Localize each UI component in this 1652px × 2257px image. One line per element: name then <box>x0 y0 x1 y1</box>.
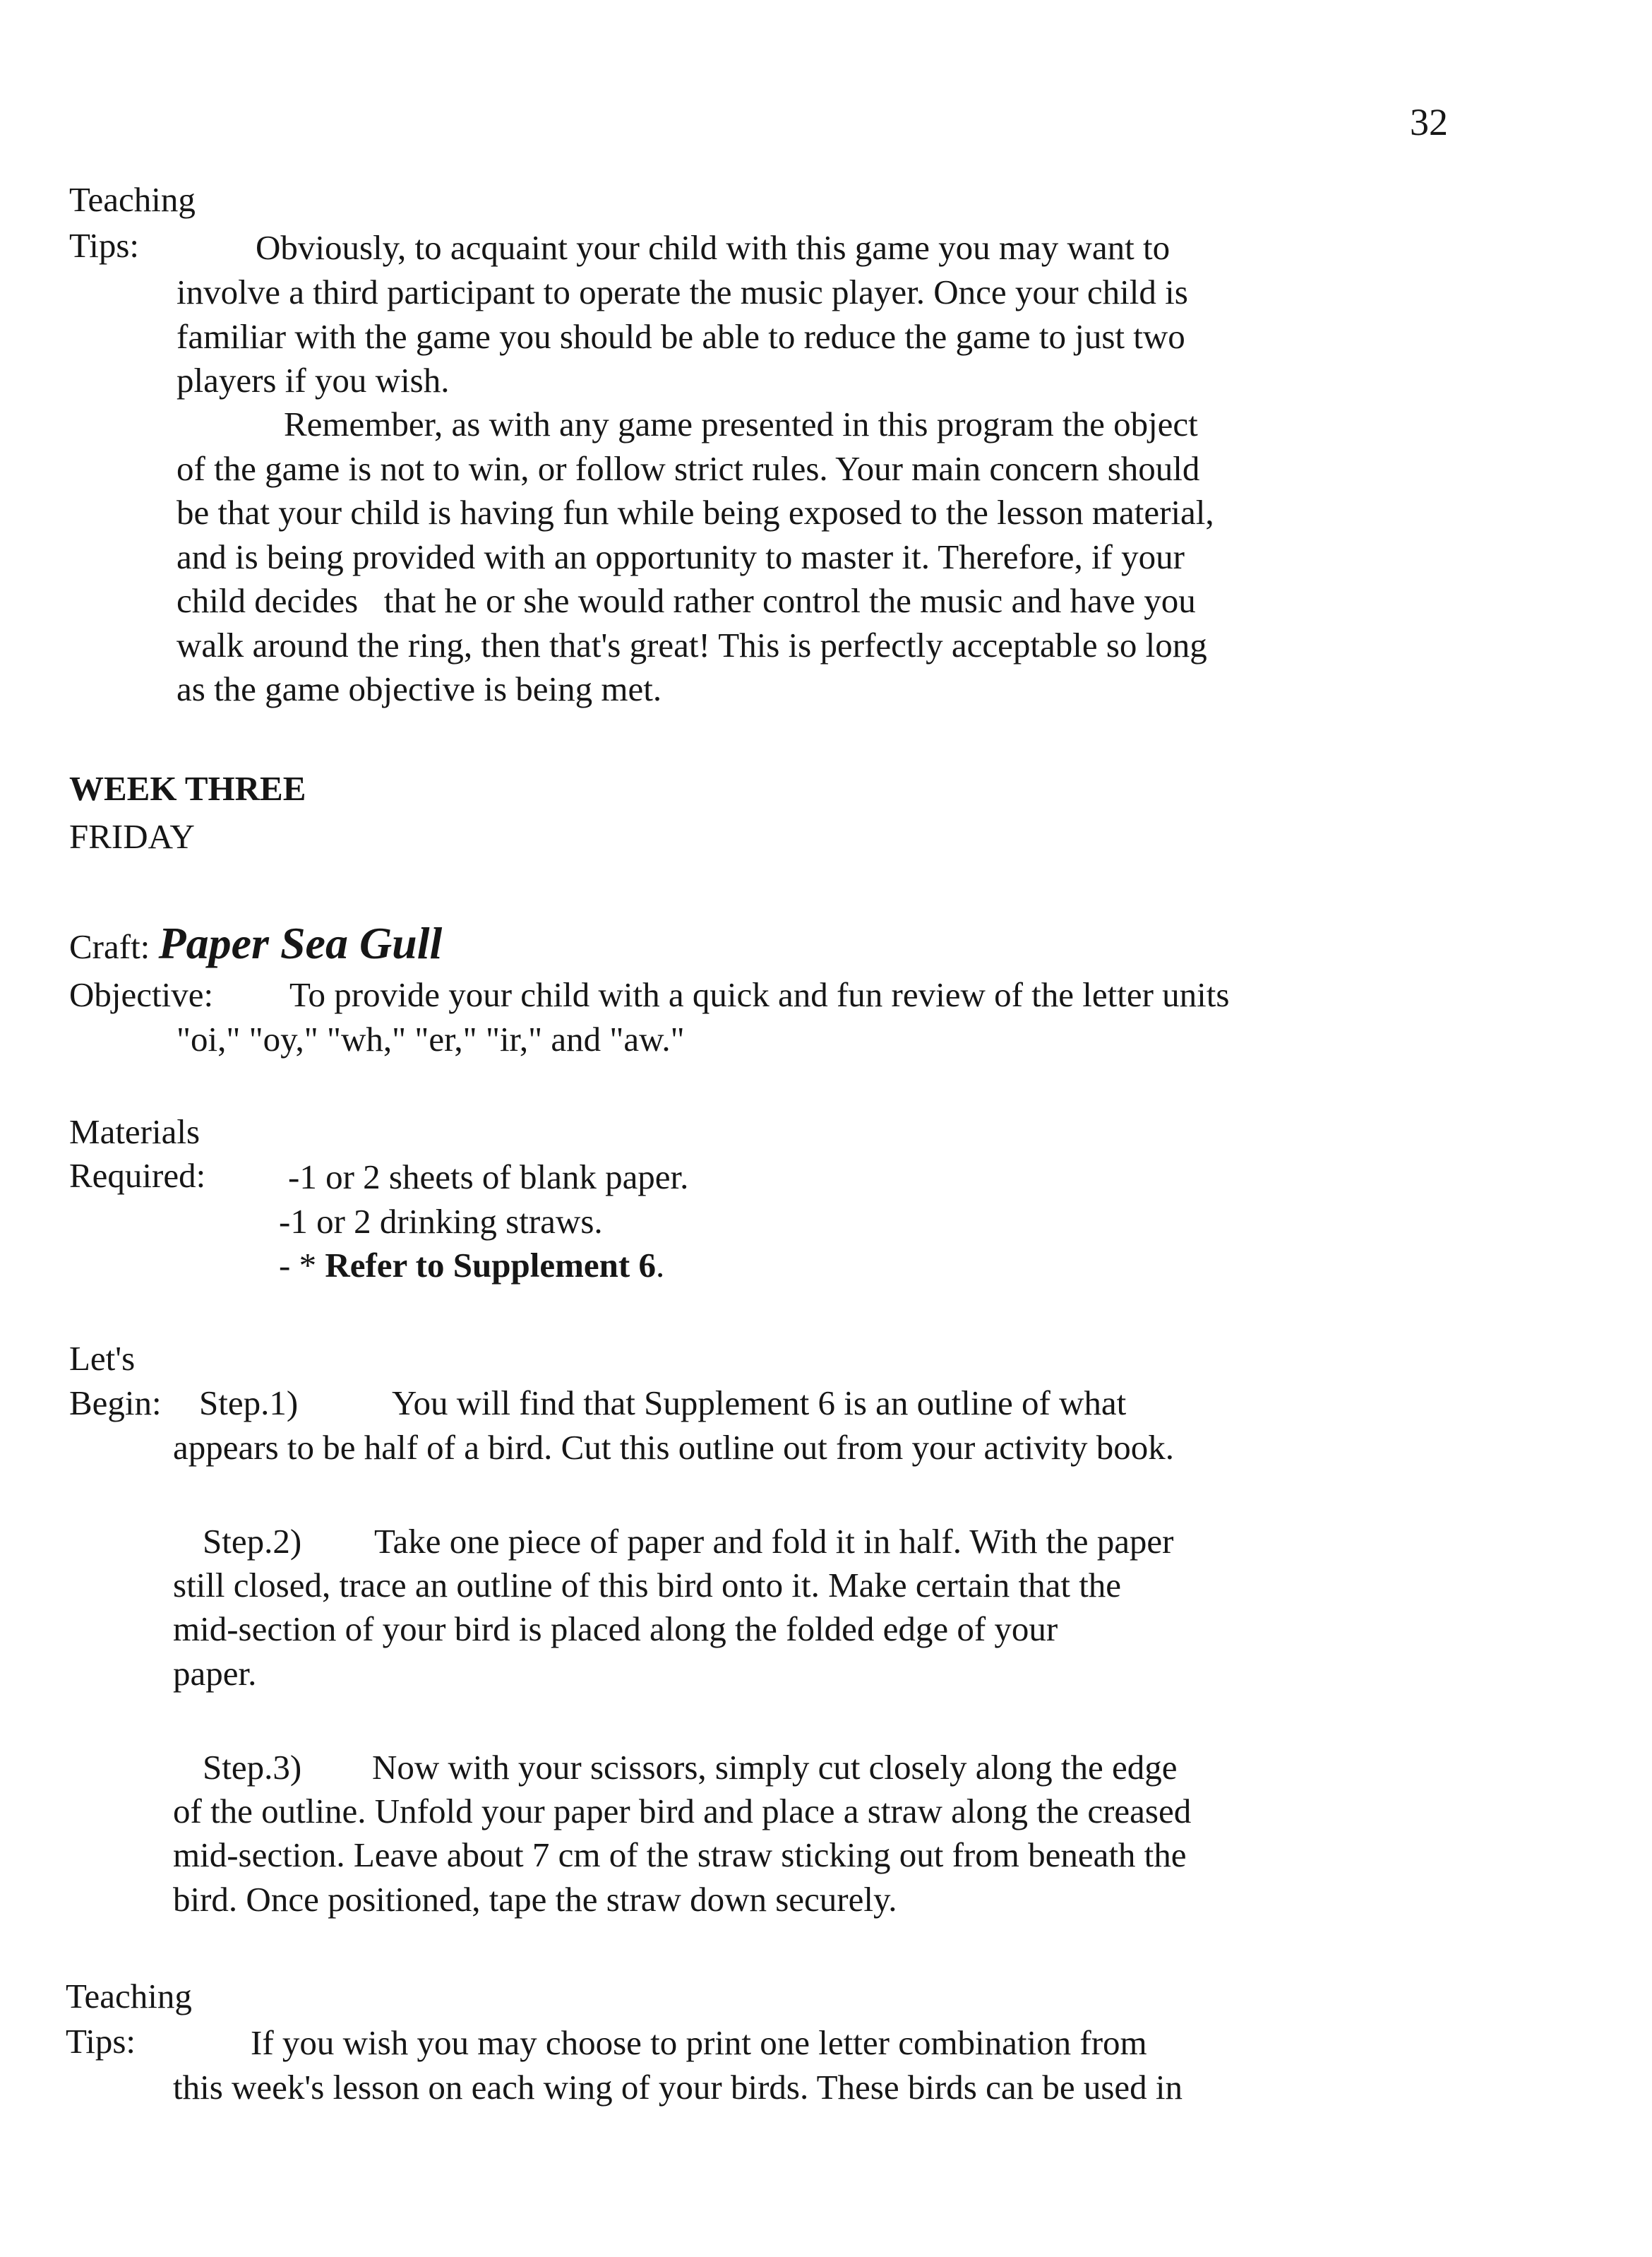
teaching-tips-label: Tips: <box>69 226 140 265</box>
objective-line: To provide your child with a quick and fun review of the letter units <box>289 975 1230 1014</box>
teaching-tips-line: walk around the ring, then that's great! This is perfectly acceptable so long <box>176 626 1207 665</box>
step-line: of the outline. Unfold your paper bird and place a straw along the creased <box>173 1792 1192 1830</box>
page-number: 32 <box>1410 101 1448 143</box>
materials-item: -1 or 2 drinking straws. <box>279 1202 603 1241</box>
teaching-tips-label: Teaching <box>69 180 196 219</box>
teaching-tips-line: child decides that he or she would rather control the music and have you <box>176 581 1196 620</box>
teaching-tips-line: Obviously, to acquaint your child with this game you may want to <box>256 228 1171 267</box>
craft-title: Paper Sea Gull <box>158 918 443 968</box>
materials-label: Required: <box>69 1156 206 1195</box>
day-heading: FRIDAY <box>69 817 195 856</box>
step-line: appears to be half of a bird. Cut this outline out from your activity book. <box>173 1428 1174 1467</box>
step-line: paper. <box>173 1654 257 1693</box>
materials-label: Materials <box>69 1112 200 1151</box>
teaching-tips-line: familiar with the game you should be able to reduce the game to just two <box>176 317 1185 356</box>
lets-begin-label: Begin: <box>69 1383 162 1422</box>
materials-item: -1 or 2 sheets of blank paper. <box>288 1157 689 1196</box>
step-line: mid-section. Leave about 7 cm of the straw sticking out from beneath the <box>173 1835 1187 1874</box>
step-line: still closed, trace an outline of this bird onto it. Make certain that the <box>173 1566 1122 1604</box>
lets-begin-label: Let's <box>69 1339 136 1378</box>
teaching-tips-line: and is being provided with an opportunity to master it. Therefore, if your <box>176 537 1185 576</box>
teaching-tips-line: be that your child is having fun while being exposed to the lesson material, <box>176 493 1214 532</box>
teaching-tips-line: of the game is not to win, or follow strict rules. Your main concern should <box>176 449 1200 488</box>
teaching-tips-line: Remember, as with any game presented in this program the object <box>284 405 1198 443</box>
materials-note: - * Refer to Supplement 6. <box>279 1246 665 1285</box>
craft-label: Craft: <box>69 927 150 966</box>
step-label: Step.3) <box>203 1748 302 1787</box>
objective-line: "oi," "oy," "wh," "er," "ir," and "aw." <box>176 1020 685 1059</box>
step-label: Step.2) <box>203 1522 302 1561</box>
teaching-tips-line: players if you wish. <box>176 361 450 400</box>
craft-row <box>69 918 443 968</box>
teaching-tips-line: involve a third participant to operate the music player. Once your child is <box>176 273 1188 311</box>
step-line: You will find that Supplement 6 is an outline of what <box>392 1383 1127 1422</box>
step-line: Take one piece of paper and fold it in half. With the paper <box>374 1522 1174 1561</box>
teaching-tips-line: this week's lesson on each wing of your birds. These birds can be used in <box>173 2068 1183 2107</box>
teaching-tips-label: Tips: <box>66 2022 136 2061</box>
teaching-tips-line: as the game objective is being met. <box>176 669 662 708</box>
teaching-tips-line: If you wish you may choose to print one letter combination from <box>251 2023 1147 2062</box>
supplement-reference: Refer to Supplement 6 <box>325 1246 656 1285</box>
objective-label: Objective: <box>69 975 214 1014</box>
step-line: mid-section of your bird is placed along the folded edge of your <box>173 1609 1058 1648</box>
step-line: Now with your scissors, simply cut closely along the edge <box>372 1748 1178 1787</box>
step-line: bird. Once positioned, tape the straw down securely. <box>173 1880 897 1919</box>
week-heading: WEEK THREE <box>69 769 306 808</box>
step-label: Step.1) <box>199 1383 299 1422</box>
teaching-tips-label: Teaching <box>66 1977 192 2015</box>
